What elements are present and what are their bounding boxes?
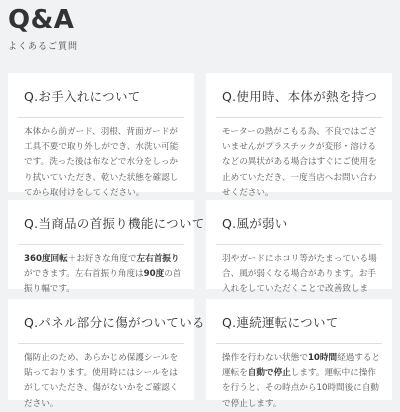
page-subtitle: よくあるご質問 bbox=[8, 42, 79, 52]
faq-question: Q.連続運転について bbox=[222, 315, 339, 330]
faq-card-weak-wind bbox=[206, 200, 392, 295]
answer-text: の首振り幅です。 bbox=[24, 269, 182, 295]
faq-question: Q.風が弱い bbox=[222, 216, 288, 231]
faq-answer bbox=[216, 125, 382, 201]
answer-emphasis: 90度 bbox=[143, 269, 165, 280]
answer-emphasis: 360度回転 bbox=[24, 254, 68, 264]
answer-emphasis: 自動で停止 bbox=[247, 368, 291, 379]
faq-answer bbox=[18, 252, 184, 298]
faq-card-heat bbox=[206, 73, 392, 198]
faq-divider bbox=[18, 244, 184, 245]
answer-text: します。運転中に操作を行うと、その時点から10時間後に自動で停止します。 bbox=[222, 368, 380, 409]
answer-emphasis: 左右首振り bbox=[136, 254, 180, 264]
page-header bbox=[8, 5, 78, 53]
faq-answer bbox=[18, 125, 184, 201]
answer-text: 本体から前ガード、羽根、背面ガードが工具不要で取り外しができ、水洗い可能です。洗った後は布などで水分をしっかり拭いていただき、乾いた状態を確認してから取付けをしてください。 bbox=[24, 127, 179, 198]
faq-divider bbox=[216, 117, 382, 118]
faq-divider bbox=[216, 244, 382, 245]
answer-emphasis: 10時間 bbox=[307, 353, 338, 363]
faq-question: Q.パネル部分に傷がついている bbox=[24, 315, 205, 330]
answer-text: 羽やガードにホコリ等がたまっている場合、風が弱くなる場合があります。お手入れをしていただくことで改善致しま bbox=[222, 254, 377, 295]
answer-text: モーターの熱がこもる為、不良ではございませんがプラスチックが変形・溶けるなどの異状がある場合はすぐにご使用を止めていただき、一度当店へお問い合わせください。 bbox=[222, 127, 377, 198]
answer-text: ＋お好きな角度で bbox=[67, 254, 137, 264]
faq-answer bbox=[18, 351, 184, 412]
faq-card-continuous-run bbox=[206, 299, 392, 409]
faq-divider bbox=[18, 117, 184, 118]
faq-card-oscillation bbox=[8, 200, 205, 295]
faq-card-panel-scratch bbox=[8, 299, 205, 409]
faq-divider bbox=[216, 343, 382, 344]
answer-text: 操作を行わない状態で bbox=[222, 353, 308, 363]
faq-answer bbox=[216, 351, 382, 412]
faq-question: Q.当商品の首振り機能について bbox=[24, 216, 205, 231]
answer-text: 経過すると運転を bbox=[222, 353, 381, 379]
answer-text: 傷防止のため、あらかじめ保護シールを貼っております。使用時にはシールをはがしていただき、傷がないかをご確認ください。 bbox=[24, 353, 179, 409]
faq-divider bbox=[18, 343, 184, 344]
faq-question: Q.使用時、本体が熱を持つ bbox=[222, 89, 378, 104]
answer-text: ができます。左右首振り角度は bbox=[24, 269, 144, 280]
faq-card-care bbox=[8, 73, 194, 198]
faq-question: Q.お手入れについて bbox=[24, 89, 141, 104]
page-title: Q&A bbox=[8, 5, 75, 35]
